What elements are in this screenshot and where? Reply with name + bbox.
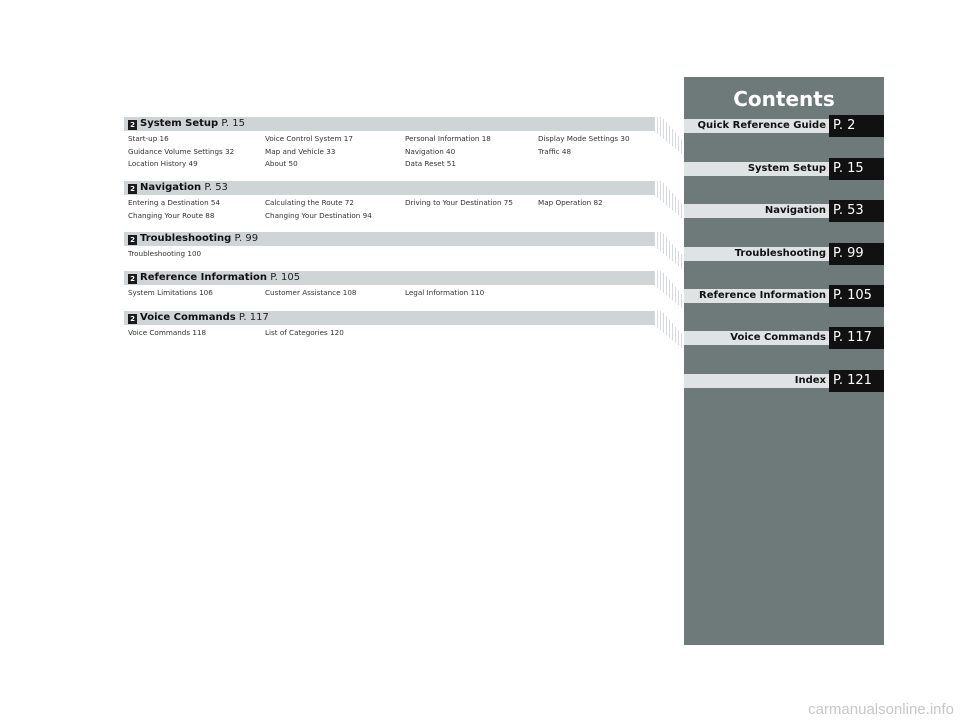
entry-list	[124, 248, 654, 261]
hatch-decoration	[654, 181, 688, 223]
entry-link[interactable]: Changing Your Route 88	[128, 210, 215, 220]
entry-link[interactable]	[405, 210, 538, 223]
sidebar-tab-troubleshooting[interactable]	[684, 243, 884, 265]
entry-list	[124, 287, 654, 300]
hatch-decoration	[654, 117, 688, 159]
sidebar-tab-navigation[interactable]	[684, 200, 884, 222]
entry-link[interactable]: Start-up 16	[128, 134, 169, 143]
section-voice-commands	[124, 311, 654, 340]
sidebar-tab-reference-information[interactable]	[684, 285, 884, 307]
entry-link[interactable]: Map Operation 82	[538, 198, 603, 207]
watermark: carmanualsonline.info	[808, 701, 954, 718]
section-page[interactable]: P. 99	[234, 233, 259, 244]
section-reference-information	[124, 271, 654, 300]
tab-label: System Setup	[684, 162, 829, 176]
section-title: Troubleshooting	[140, 233, 232, 244]
entry-link[interactable]	[405, 248, 538, 261]
entry-link[interactable]	[265, 248, 405, 261]
sidebar-tab-voice-commands[interactable]	[684, 327, 884, 349]
entry-list	[124, 327, 654, 340]
tab-label: Index	[684, 374, 829, 388]
sidebar-title: Contents	[733, 87, 835, 111]
entry-list	[124, 133, 654, 171]
tab-page: P. 15	[829, 158, 884, 180]
entry-link[interactable]: List of Categories 120	[265, 328, 344, 337]
tab-label: Navigation	[684, 204, 829, 218]
entry-link[interactable]: Changing Your Destination 94	[265, 210, 372, 220]
entry-link[interactable]: System Limitations 106	[128, 288, 213, 297]
hatch-decoration	[654, 271, 688, 313]
section-header[interactable]	[124, 311, 654, 325]
entry-list	[124, 197, 654, 222]
hatch-decoration	[654, 311, 688, 353]
section-navigation	[124, 181, 654, 222]
section-page[interactable]: P. 117	[238, 312, 269, 323]
sidebar-tab-index[interactable]	[684, 370, 884, 392]
section-title: System Setup	[140, 118, 219, 129]
section-page[interactable]: P. 105	[270, 272, 301, 283]
section-troubleshooting	[124, 232, 654, 261]
entry-link[interactable]: About 50	[265, 159, 298, 168]
section-header[interactable]	[124, 271, 654, 285]
tab-page: P. 2	[829, 115, 884, 137]
sidebar-tab-quick-reference[interactable]	[684, 115, 884, 137]
entry-link[interactable]: Customer Assistance 108	[265, 288, 357, 297]
section-page[interactable]: P. 15	[221, 118, 245, 129]
section-system-setup	[124, 117, 654, 171]
entry-link[interactable]	[538, 158, 658, 171]
entry-link[interactable]: Guidance Volume Settings 32	[128, 146, 235, 156]
entry-link[interactable]: Display Mode Settings 30	[538, 134, 630, 143]
entry-link[interactable]: Driving to Your Destination 75	[405, 198, 513, 207]
entry-link[interactable]: Entering a Destination 54	[128, 198, 221, 207]
section-title: Voice Commands	[140, 312, 236, 323]
entry-link[interactable]	[405, 327, 538, 340]
entry-link[interactable]	[538, 210, 658, 223]
entry-link[interactable]: Troubleshooting 100	[128, 249, 202, 258]
entry-link[interactable]: Location History 49	[128, 159, 198, 168]
entry-link[interactable]: Navigation 40	[405, 146, 456, 156]
hatch-decoration	[654, 232, 688, 274]
tab-label: Reference Information	[684, 289, 829, 303]
link-arrow-icon: 2	[128, 314, 137, 324]
entry-link[interactable]: Legal Information 110	[405, 288, 485, 297]
section-header[interactable]	[124, 117, 654, 131]
contents-sidebar	[684, 77, 884, 645]
link-arrow-icon: 2	[128, 274, 137, 284]
entry-link[interactable]: Data Reset 51	[405, 159, 456, 168]
sidebar-tab-system-setup[interactable]	[684, 158, 884, 180]
entry-link[interactable]: Voice Commands 118	[128, 328, 207, 337]
tab-page: P. 99	[829, 243, 884, 265]
entry-link[interactable]: Personal Information 18	[405, 134, 491, 143]
tab-label: Quick Reference Guide	[684, 119, 829, 133]
tab-page: P. 105	[829, 285, 884, 307]
entry-link[interactable]: Map and Vehicle 33	[265, 146, 336, 156]
entry-link[interactable]	[538, 327, 658, 340]
link-arrow-icon: 2	[128, 184, 137, 194]
section-title: Navigation	[140, 182, 202, 193]
entry-link[interactable]: Calculating the Route 72	[265, 198, 354, 207]
section-header[interactable]	[124, 232, 654, 246]
tab-page: P. 121	[829, 370, 884, 392]
entry-link[interactable]: Voice Control System 17	[265, 134, 353, 143]
link-arrow-icon: 2	[128, 120, 137, 130]
tab-label: Troubleshooting	[684, 247, 829, 261]
tab-page: P. 117	[829, 327, 884, 349]
entry-link[interactable]	[538, 248, 658, 261]
tab-page: P. 53	[829, 200, 884, 222]
section-title: Reference Information	[140, 272, 267, 283]
entry-link[interactable]	[538, 287, 658, 300]
link-arrow-icon: 2	[128, 235, 137, 245]
section-header[interactable]	[124, 181, 654, 195]
entry-link[interactable]: Traffic 48	[538, 146, 572, 156]
tab-label: Voice Commands	[684, 331, 829, 345]
section-page[interactable]: P. 53	[204, 182, 228, 193]
